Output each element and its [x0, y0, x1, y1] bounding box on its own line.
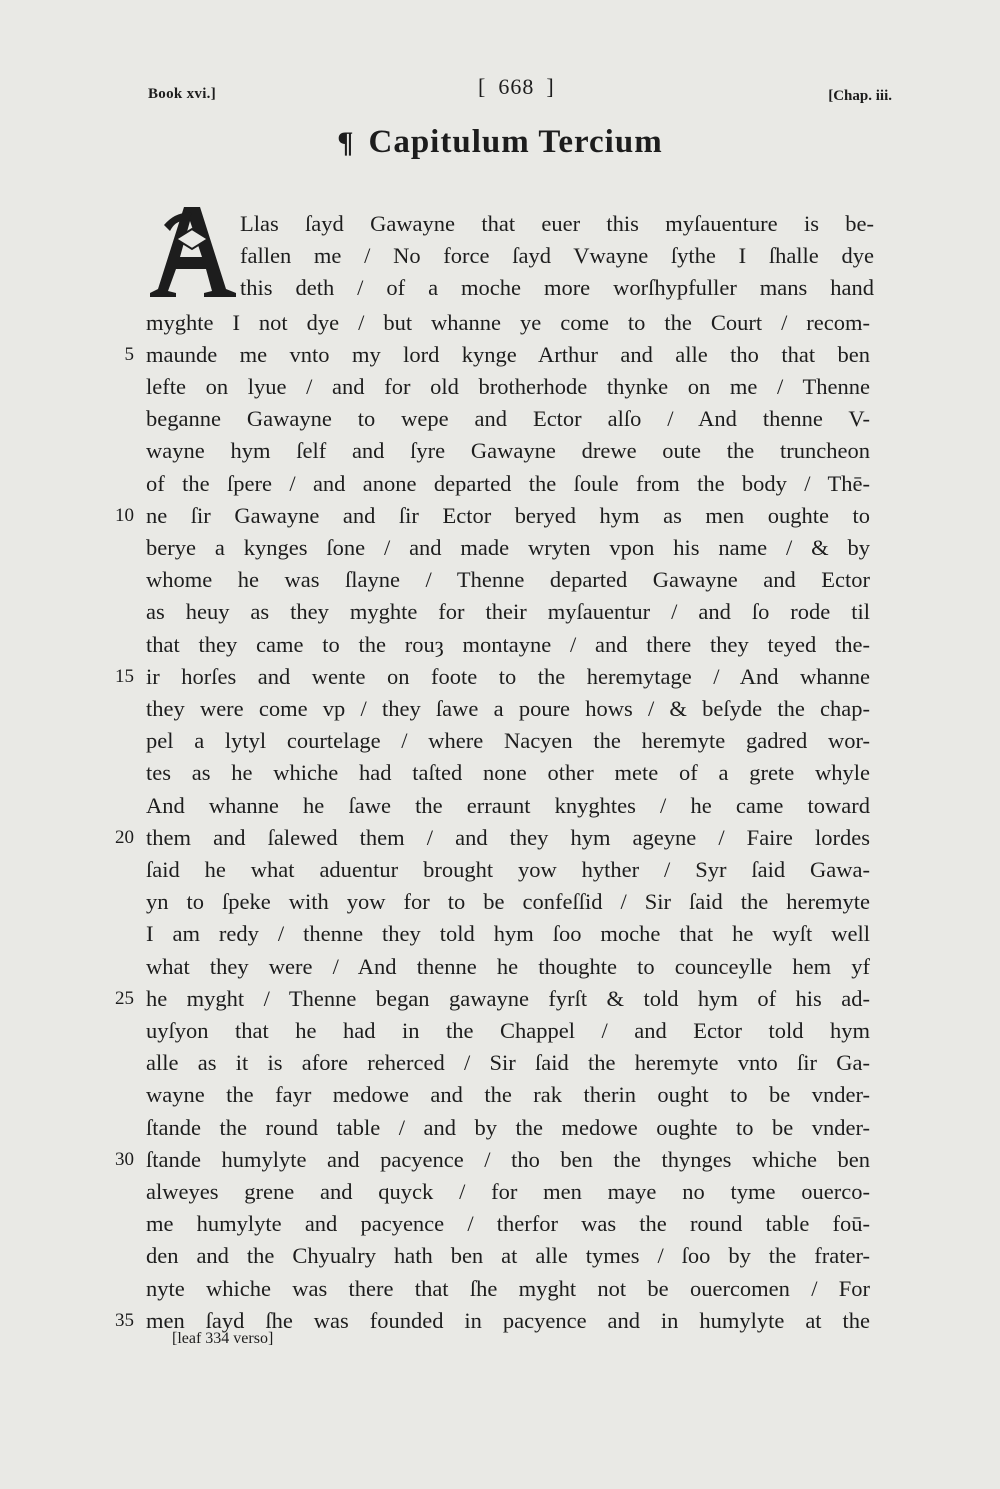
text-line — [146, 1079, 870, 1111]
drop-cap-initial — [146, 203, 238, 299]
text-line — [146, 1112, 870, 1144]
text-line — [146, 951, 870, 983]
line-text: alweyes grene and quyck / for men maye no tyme ouerco- — [146, 1179, 870, 1204]
text-line — [115, 661, 870, 693]
chapter-title — [0, 124, 1000, 161]
text-line — [146, 307, 870, 339]
text-line — [146, 435, 870, 467]
line-text: ne ſir Gawayne and ſir Ector beryed hym as men oughte to — [146, 502, 870, 528]
line-text: men ſayd ſhe was founded in pacyence and in humylyte at the — [146, 1307, 870, 1333]
line-number: 15 — [115, 665, 134, 687]
text-line — [146, 564, 870, 596]
line-number: 30 — [115, 1148, 134, 1170]
text-line — [146, 693, 870, 725]
line-text: fallen me / No force ſayd Vwayne ſythe I ſhalle dye — [240, 243, 874, 269]
line-text: this deth / of a moche more worſhypfuller mans hand — [240, 275, 874, 301]
line-number: 5 — [124, 343, 134, 365]
text-line — [124, 339, 870, 371]
pilcrow-icon: ¶ — [337, 126, 355, 159]
text-line — [115, 500, 870, 532]
line-number: 25 — [115, 987, 134, 1009]
line-text: ſtande the round table / and by the medowe oughte to be vnder- — [146, 1114, 870, 1140]
line-text: den and the Chyualry hath ben at alle tymes / ſoo by the frater- — [146, 1243, 870, 1269]
line-text: whome he was ſlayne / Thenne departed Gawayne and Ector — [146, 567, 870, 593]
text-line — [115, 983, 870, 1015]
text-line — [146, 725, 870, 757]
text-line — [146, 886, 870, 918]
text-line — [146, 532, 870, 564]
text-line — [146, 1176, 870, 1208]
text-line — [146, 403, 870, 435]
line-number: 10 — [115, 504, 134, 526]
text-line — [240, 208, 874, 240]
text-line — [115, 822, 870, 854]
line-text: I am redy / thenne they told hym ſoo moche that he wyſt well — [146, 921, 870, 947]
text-line — [146, 790, 870, 822]
line-text: wayne the fayr medowe and the rak therin ought to be vnder- — [146, 1082, 870, 1108]
text-line — [146, 371, 870, 403]
line-text: beganne Gawayne to wepe and Ector alſo / And thenne V- — [146, 406, 870, 432]
line-text: tes as he whiche had taſted none other mete of a grete whyle — [146, 760, 870, 786]
chapter-title-text: Capitulum Tercium — [368, 124, 663, 160]
line-text: of the ſpere / and anone departed the ſoule from the body / Thē- — [146, 470, 870, 496]
text-line — [146, 1208, 870, 1240]
text-line — [146, 918, 870, 950]
line-text: he myght / Thenne began gawayne fyrſt & told hym of his ad- — [146, 985, 870, 1011]
line-text: they were come vp / they ſawe a poure hows / & beſyde the chap- — [146, 696, 870, 721]
text-line — [146, 854, 870, 886]
line-text: as heuy as they myghte for their myſauentur / and ſo rode til — [146, 599, 870, 625]
drop-cap-letter: A — [192, 299, 193, 300]
line-text: ſtande humylyte and pacyence / tho ben the thynges whiche ben — [146, 1146, 870, 1172]
text-line — [146, 1240, 870, 1272]
text-line — [240, 240, 874, 272]
text-line — [146, 1047, 870, 1079]
line-text: berye a kynges ſone / and made wryten vpon his name / & by — [146, 535, 870, 560]
chapter-number: [Chap. iii. — [828, 88, 892, 104]
folio-note: [leaf 334 verso] — [172, 1330, 274, 1347]
line-text: that they came to the rouȝ montayne / and there they teyed the- — [146, 631, 870, 657]
line-text: And whanne he ſawe the erraunt knyghtes / he came toward — [146, 792, 870, 818]
text-line — [240, 272, 874, 304]
text-line — [146, 1015, 870, 1047]
line-number: 35 — [115, 1309, 134, 1331]
line-text: what they were / And thenne he thoughte to counceylle hem yf — [146, 953, 870, 979]
line-text: ſaid he what aduentur brought yow hyther / Syr ſaid Gawa- — [146, 857, 870, 882]
line-text: nyte whiche was there that ſhe myght not be ouercomen / For — [146, 1275, 870, 1301]
running-head — [0, 74, 1000, 114]
line-text: pel a lytyl courtelage / where Nacyen the heremyte gadred wor- — [146, 728, 870, 754]
line-text: me humylyte and pacyence / therfor was the round table foū- — [146, 1211, 870, 1237]
line-text: uyſyon that he had in the Chappel / and Ector told hym — [146, 1018, 870, 1043]
book-number: Book xvi.] — [148, 86, 217, 102]
text-line — [146, 1273, 870, 1305]
line-text: them and ſalewed them / and they hym ageyne / Faire lordes — [146, 824, 870, 850]
text-line — [146, 757, 870, 789]
line-text: yn to ſpeke with yow for to be confeſſid / Sir ſaid the heremyte — [146, 889, 870, 915]
text-line — [146, 596, 870, 628]
line-number: 20 — [115, 826, 134, 848]
text-line — [115, 1144, 870, 1176]
line-text: lefte on lyue / and for old brotherhode thynke on me / Thenne — [146, 374, 870, 399]
line-text: Llas ſayd Gawayne that euer this myſauenture is be- — [240, 211, 874, 236]
line-text: wayne hym ſelf and ſyre Gawayne drewe oute the truncheon — [146, 438, 870, 464]
line-text: maunde me vnto my lord kynge Arthur and alle tho that ben — [146, 341, 870, 367]
text-line — [146, 468, 870, 500]
line-text: alle as it is afore reherced / Sir ſaid the heremyte vnto ſir Ga- — [146, 1050, 870, 1076]
line-text: myghte I not dye / but whanne ye come to the Court / recom- — [146, 309, 870, 335]
text-line — [146, 629, 870, 661]
line-text: ir horſes and wente on foote to the heremytage / And whanne — [146, 663, 870, 689]
page-number: [ 668 ] — [478, 74, 555, 99]
